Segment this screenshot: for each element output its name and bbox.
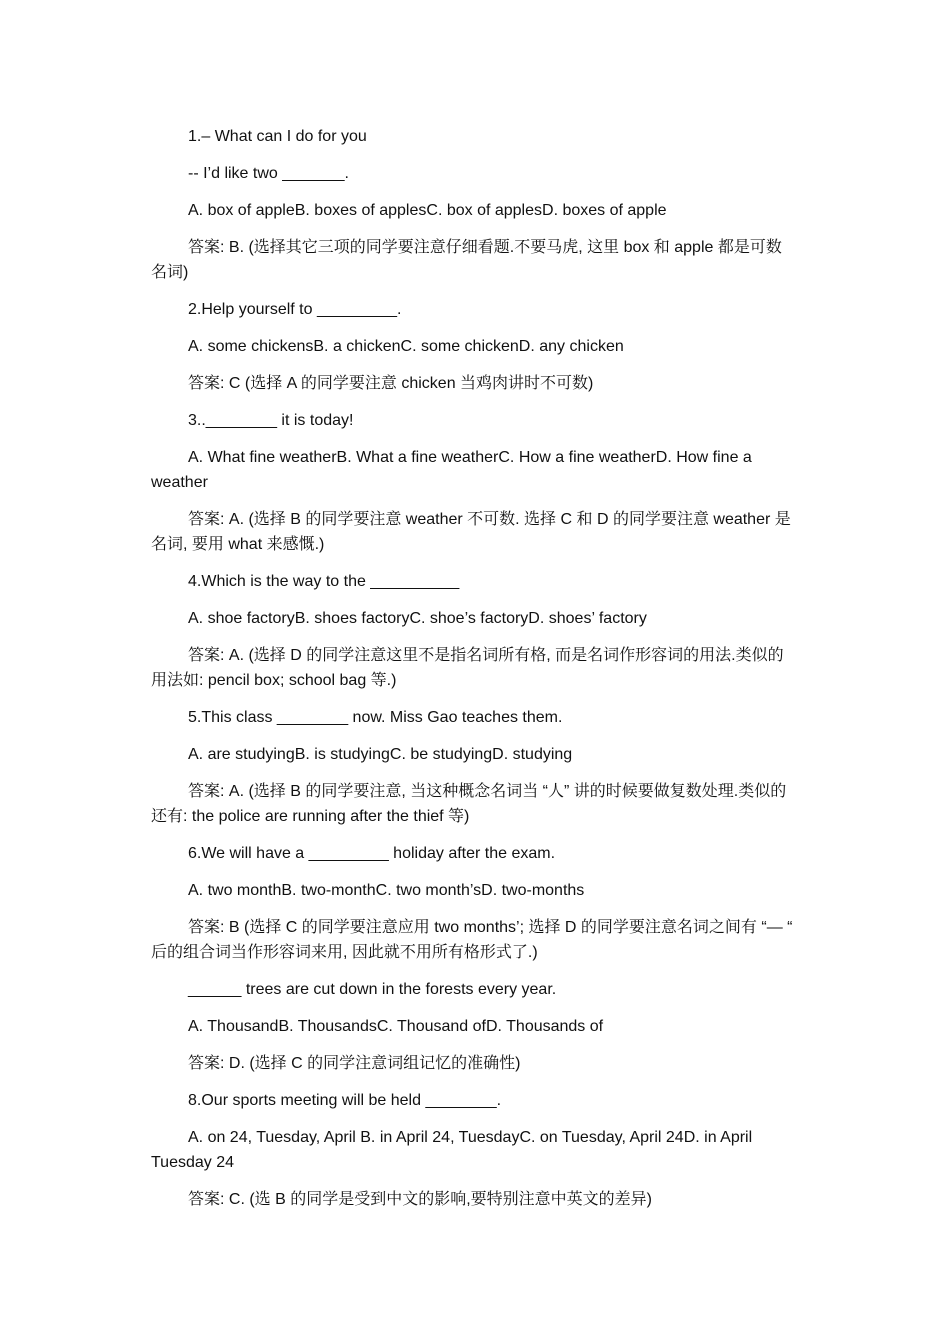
question-answer: 答案: B (选择 C 的同学要注意应用 two months’; 选择 D 的同学要注意名词之间有 “— “ 后的组合词当作形容词来用, 因此就不用所有格形式了.): [151, 919, 793, 961]
question-options: A. some chickensB. a chickenC. some chickenD. any chicken: [188, 338, 624, 355]
question-options: A. on 24, Tuesday, April B. in April 24, TuesdayC. on Tuesday, April 24D. in April Tuesday 24: [151, 1129, 753, 1171]
question-stem: 6.We will have a _________ holiday after the exam.: [188, 845, 556, 862]
question-options: A. ThousandB. ThousandsC. Thousand ofD. Thousands of: [188, 1018, 604, 1035]
question-options: A. What fine weatherB. What a fine weatherC. How a fine weatherD. How fine a weather: [151, 449, 752, 491]
question-answer: 答案: A. (选择 B 的同学要注意, 当这种概念名词当 “人” 讲的时候要做复数处理.类似的还有: the police are running after the thief 等): [151, 783, 787, 825]
question-2: [151, 297, 796, 396]
question-3: [151, 408, 796, 557]
question-answer: 答案: C. (选 B 的同学是受到中文的影响,要特别注意中英文的差异): [188, 1191, 653, 1208]
question-stem: 2.Help yourself to _________.: [188, 301, 402, 318]
question-answer: 答案: C (选择 A 的同学要注意 chicken 当鸡肉讲时不可数): [188, 375, 594, 392]
question-answer: 答案: D. (选择 C 的同学注意词组记忆的准确性): [188, 1055, 521, 1072]
question-options: A. box of appleB. boxes of applesC. box of applesD. boxes of apple: [188, 202, 667, 219]
question-options: A. two monthB. two-monthC. two month’sD. two-months: [188, 882, 585, 899]
question-stem: 3..________ it is today!: [188, 412, 354, 429]
question-options: A. are studyingB. is studyingC. be studyingD. studying: [188, 746, 573, 763]
question-5: [151, 705, 796, 829]
question-stem: 5.This class ________ now. Miss Gao teaches them.: [188, 709, 563, 726]
question-options: A. shoe factoryB. shoes factoryC. shoe’s factoryD. shoes’ factory: [188, 610, 647, 627]
question-6: [151, 841, 796, 965]
question-answer: 答案: A. (选择 D 的同学注意这里不是指名词所有格, 而是名词作形容词的用法.类似的用法如: pencil box; school bag 等.): [151, 647, 784, 689]
document-page: [151, 124, 796, 1224]
question-stem: -- I’d like two _______.: [188, 165, 349, 182]
question-stem: 4.Which is the way to the __________: [188, 573, 460, 590]
question-7: [151, 977, 796, 1076]
question-stem: ______ trees are cut down in the forests every year.: [188, 981, 557, 998]
question-answer: 答案: A. (选择 B 的同学要注意 weather 不可数. 选择 C 和 D 的同学要注意 weather 是名词, 要用 what 来感慨.): [151, 511, 791, 553]
question-1: [151, 124, 796, 285]
question-4: [151, 569, 796, 693]
question-8: [151, 1088, 796, 1212]
question-stem: 8.Our sports meeting will be held ________.: [188, 1092, 502, 1109]
question-stem: 1.– What can I do for you: [188, 128, 367, 145]
question-answer: 答案: B. (选择其它三项的同学要注意仔细看题.不要马虎, 这里 box 和 apple 都是可数名词): [151, 239, 782, 281]
